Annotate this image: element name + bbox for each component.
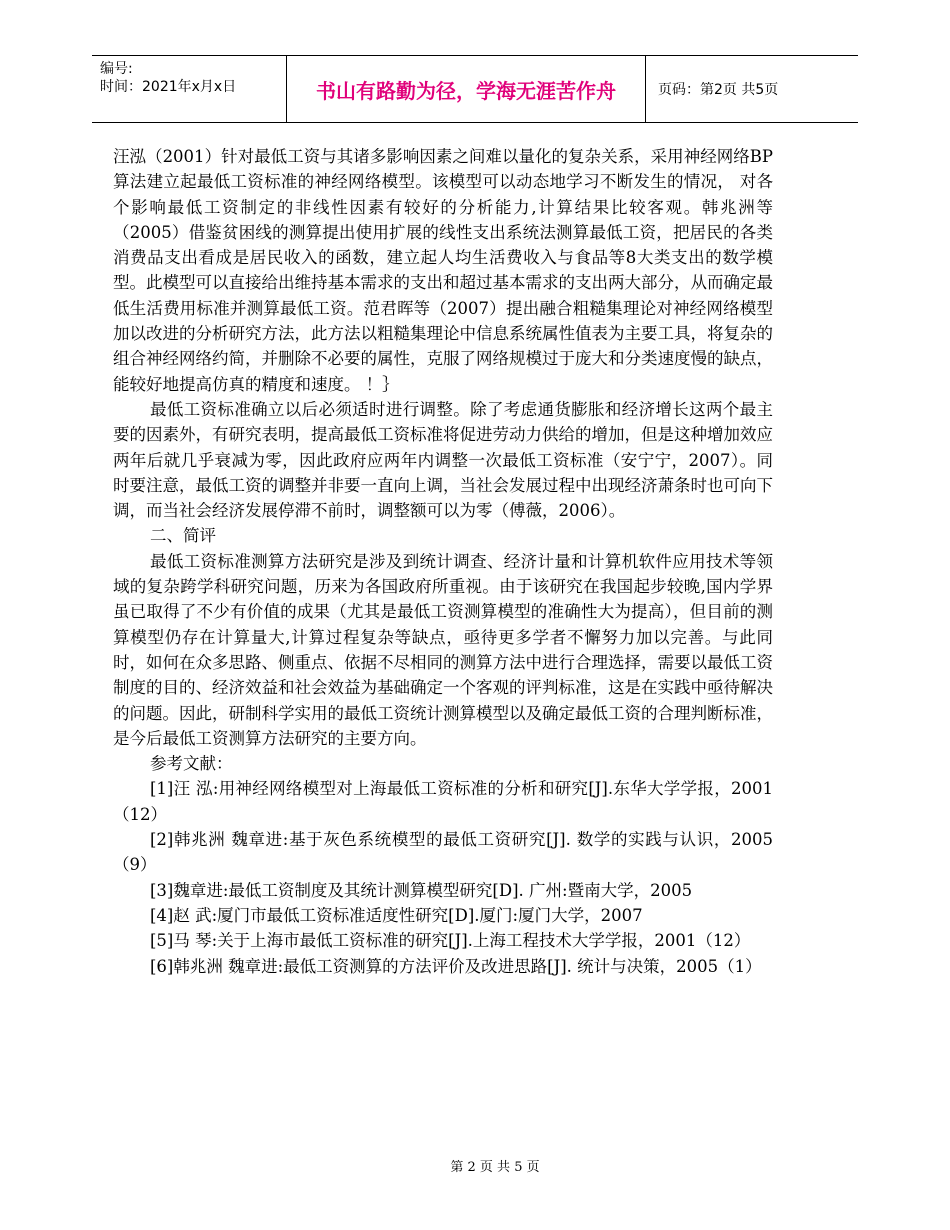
reference-item: [5]马 琴:关于上海市最低工资标准的研究[J].上海工程技术大学学报，2001（12） xyxy=(150,931,751,951)
section-heading: 二、简评 xyxy=(150,526,216,546)
reference-item: [1]汪 泓:用神经网络模型对上海最低工资标准的分析和研究[J].东华大学学报，2001（12） xyxy=(113,779,773,824)
document-number-label: 编号: xyxy=(100,61,133,77)
document-time-label: 时间：2021年x月x日 xyxy=(100,79,237,95)
reference-item: [6]韩兆洲 魏章进:最低工资测算的方法评价及改进思路[J]. 统计与决策，2005（1） xyxy=(150,956,762,976)
document-body xyxy=(113,144,773,979)
page-header xyxy=(92,55,858,123)
header-page-info: 页码：第2页 共5页 xyxy=(658,82,779,98)
page-footer: 第 2 页 共 5 页 xyxy=(450,1160,540,1175)
reference-item: [2]韩兆洲 魏章进:基于灰色系统模型的最低工资研究[J]. 数学的实践与认识，2005（9） xyxy=(113,830,773,875)
reference-item: [3]魏章进:最低工资制度及其统计测算模型研究[D]. 广州:暨南大学，2005 xyxy=(150,880,693,900)
body-paragraph: 最低工资标准确立以后必须适时进行调整。除了考虑通货膨胀和经济增长这两个最主要的因素外，有研究表明，提高最低工资标准将促进劳动力供给的增加，但是这种增加效应两年后就几乎衰减为零，因此政府应两年内调整一次最低工资标准（安宁宁，2007）。同时要注意，最低工资的调整并非要一直向上调，当社会发展过程中出现经济萧条时也可向下调，而当社会经济发展停滞不前时，调整额可以为零（傅薇，2006）。 xyxy=(113,399,773,521)
references-heading: 参考文献： xyxy=(150,754,233,774)
header-meta xyxy=(100,60,286,118)
header-motto: 书山有路勤为径，学海无涯苦作舟 xyxy=(286,56,646,122)
review-paragraph: 最低工资标准测算方法研究是涉及到统计调查、经济计量和计算机软件应用技术等领域的复杂跨学科研究问题，历来为各国政府所重视。由于该研究在我国起步较晚,国内学界虽已取得了不少有价值的成果（尤其是最低工资测算模型的准确性大为提高），但目前的测算模型仍存在计算量大,计算过程复杂等缺点，亟待更多学者不懈努力加以完善。与此同时，如何在众多思路、侧重点、依据不尽相同的测算方法中进行合理选择，需要以最低工资制度的目的、经济效益和社会效益为基础确定一个客观的评判标准，这是在实践中亟待解决的问题。因此，研制科学实用的最低工资统计测算模型以及确定最低工资的合理判断标准，是今后最低工资测算方法研究的主要方向。 xyxy=(113,551,773,748)
reference-item: [4]赵 武:厦门市最低工资标准适度性研究[D].厦门:厦门大学，2007 xyxy=(150,905,643,925)
body-paragraph: 汪泓（2001）针对最低工资与其诸多影响因素之间难以量化的复杂关系，采用神经网络BP算法建立起最低工资标准的神经网络模型。该模型可以动态地学习不断发生的情况， 对各个影响最低工资制定的非线性因素有较好的分析能力,计算结果比较客观。韩兆洲等（2005）借鉴贫困线的测算提出使用扩展的线性支出系统法测算最低工资，把居民的各类消费品支出看成是居民收入的函数，建立起人均生活费收入与食品等8大类支出的数学模型。此模型可以直接给出维持基本需求的支出和超过基本需求的支出两大部分，从而确定最低生活费用标准并测算最低工资。范君晖等（2007）提出融合粗糙集理论对神经网络模型加以改进的分析研究方法，此方法以粗糙集理论中信息系统属性值表为主要工具，将复杂的组合神经网络约简，并删除不必要的属性，克服了网络规模过于庞大和分类速度慢的缺点，能较好地提高仿真的精度和速度。 ！｝ xyxy=(113,147,773,394)
